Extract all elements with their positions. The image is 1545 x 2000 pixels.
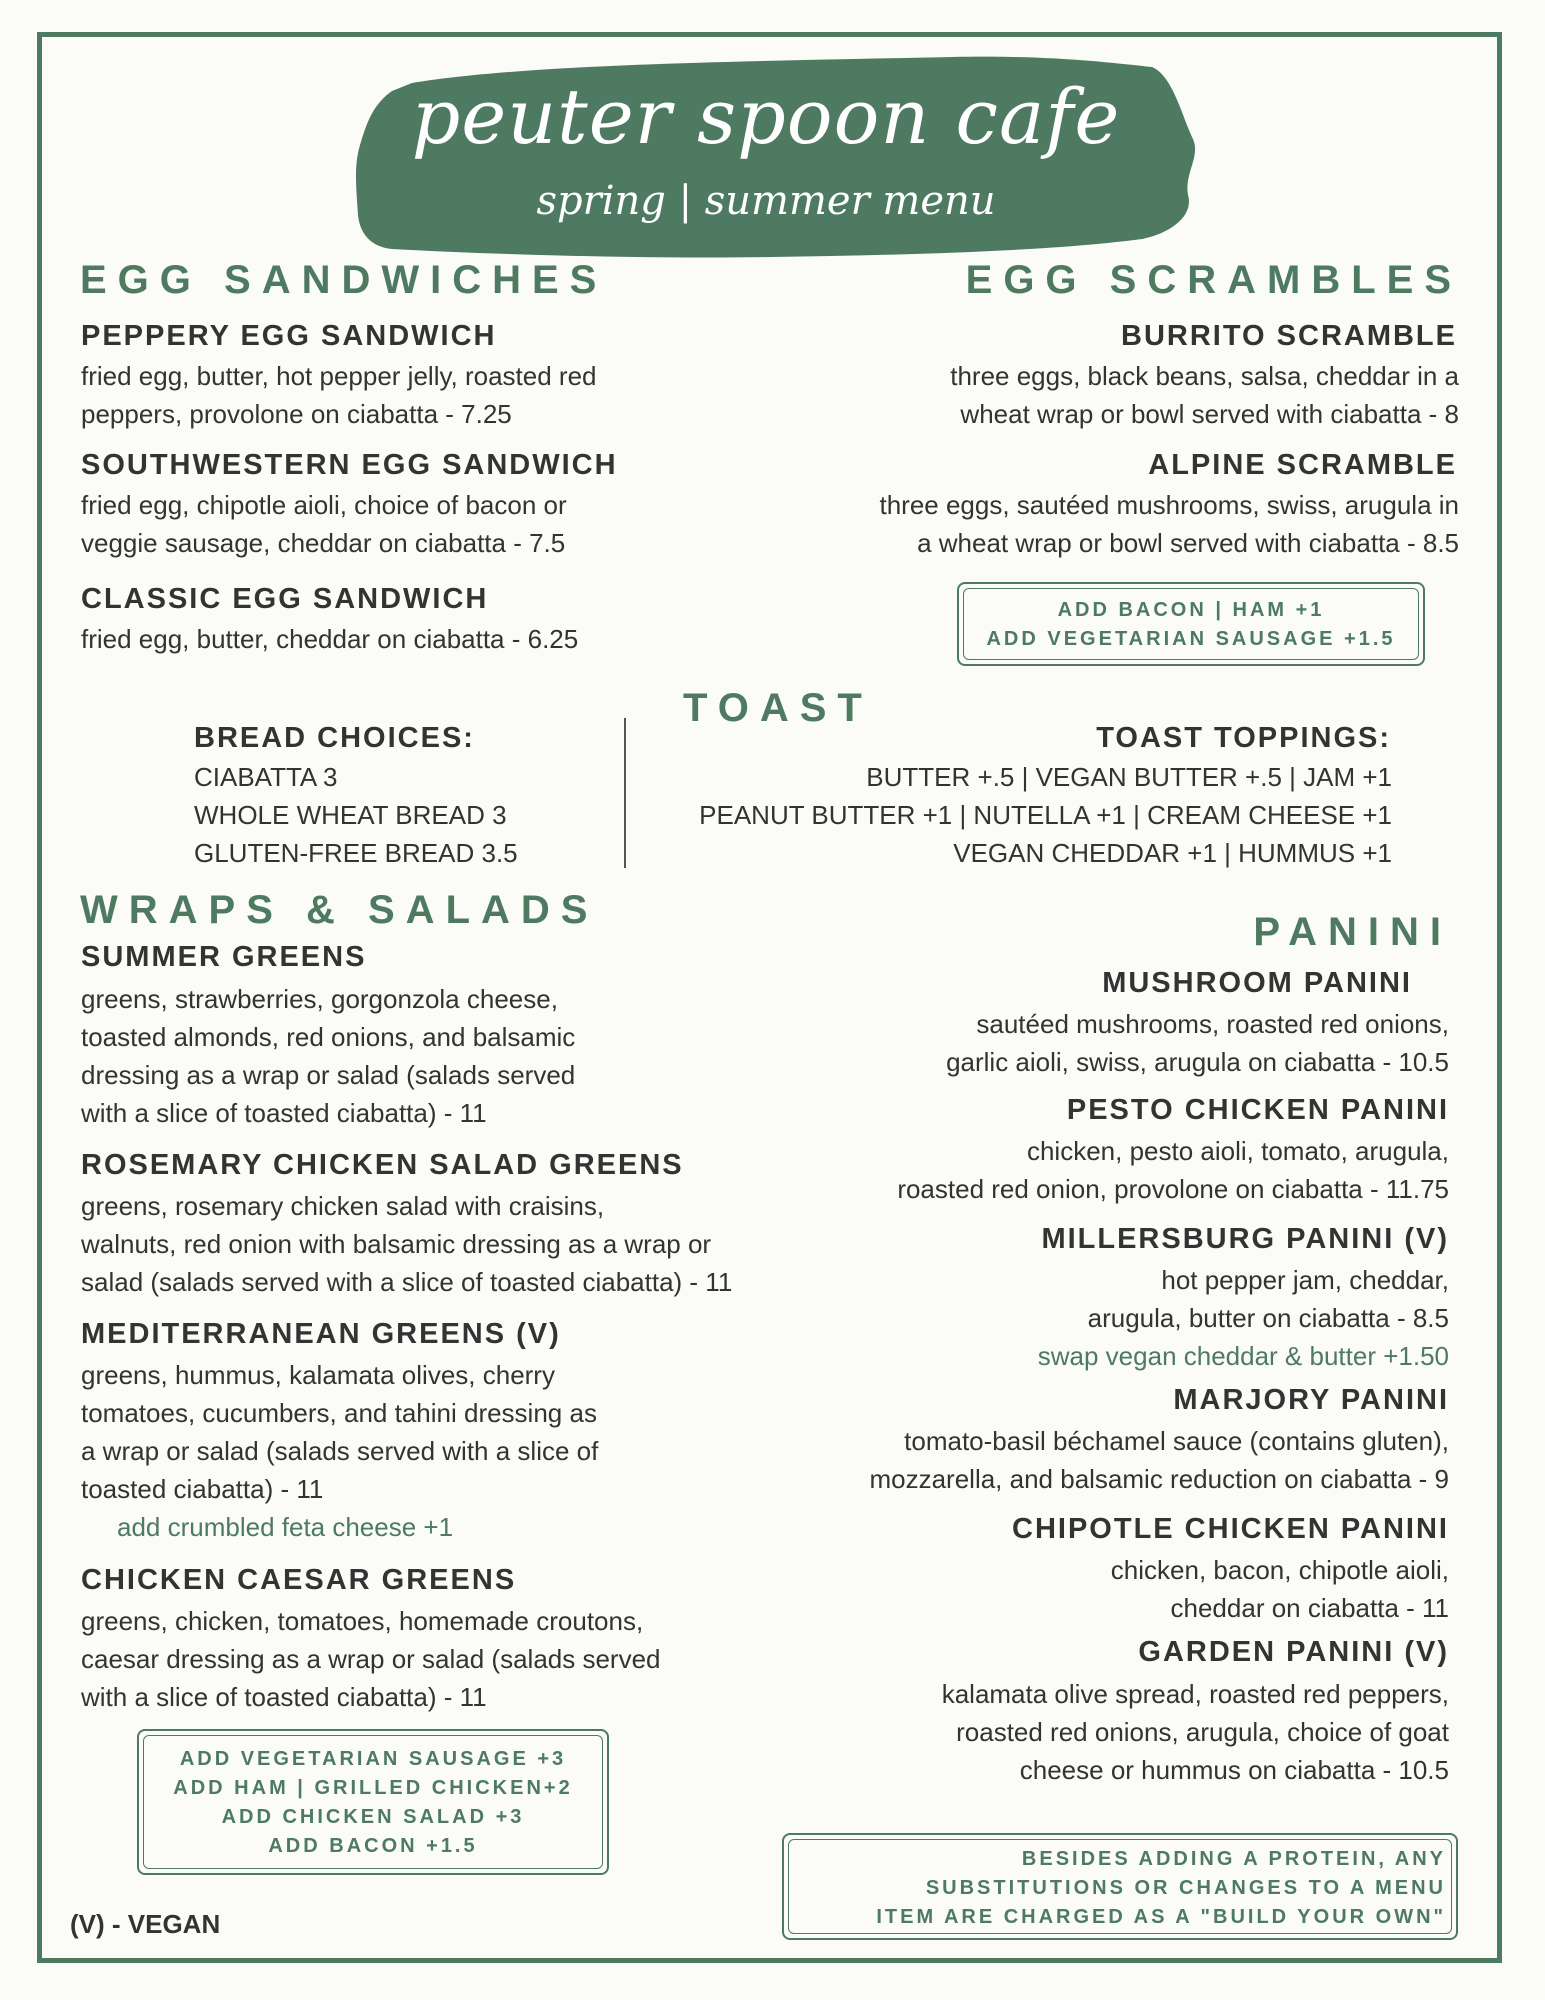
item-millersburg-panini: MILLERSBURG PANINI (V) <box>1041 1223 1449 1255</box>
toast-toppings-title: TOAST TOPPINGS: <box>1096 722 1391 754</box>
item-description: fried egg, butter, hot pepper jelly, roasted red peppers, provolone on ciabatta - 7.25 <box>81 361 597 429</box>
item-description: kalamata olive spread, roasted red peppers, roasted red onions, arugula, choice of goat cheese or hummus on ciabatta - 10.5 <box>941 1679 1449 1785</box>
addon-line: ADD CHICKEN SALAD +3 <box>221 1806 525 1828</box>
bread-item: GLUTEN-FREE BREAD 3.5 <box>194 838 518 868</box>
addon-line: ADD VEGETARIAN SAUSAGE +1.5 <box>986 628 1396 650</box>
heading-panini: PANINI <box>1253 910 1452 954</box>
item-marjory-panini: MARJORY PANINI <box>1173 1384 1449 1416</box>
item-burrito-scramble: BURRITO SCRAMBLE <box>1121 320 1457 352</box>
item-summer-greens: SUMMER GREENS <box>81 941 367 973</box>
item-description: fried egg, chipotle aioli, choice of bacon or veggie sausage, cheddar on ciabatta - 7.5 <box>81 490 567 558</box>
item-description: fried egg, butter, cheddar on ciabatta - 6.25 <box>81 624 579 654</box>
toast-divider <box>624 718 626 868</box>
toppings-list <box>699 758 1392 872</box>
notice-line: BESIDES ADDING A PROTEIN, ANY <box>1021 1848 1446 1870</box>
heading-egg-sandwiches: EGG SANDWICHES <box>80 258 608 302</box>
bread-item: WHOLE WHEAT BREAD 3 <box>194 800 507 830</box>
topping-item: PEANUT BUTTER +1 | NUTELLA +1 | CREAM CHEESE +1 <box>699 800 1392 830</box>
addon-line: ADD BACON +1.5 <box>268 1835 478 1857</box>
addon-line: ADD HAM | GRILLED CHICKEN+2 <box>173 1777 573 1799</box>
cafe-title: peuter spoon cafe <box>411 72 1121 161</box>
item-description: chicken, bacon, chipotle aioli, cheddar on ciabatta - 11 <box>1110 1555 1449 1623</box>
item-description: sautéed mushrooms, roasted red onions, garlic aioli, swiss, arugula on ciabatta - 10.5 <box>946 1009 1449 1077</box>
item-chicken-caesar-greens: CHICKEN CAESAR GREENS <box>81 1564 517 1596</box>
heading-toast: TOAST <box>683 686 873 730</box>
item-alpine-scramble: ALPINE SCRAMBLE <box>1148 449 1457 481</box>
item-description: greens, strawberries, gorgonzola cheese, toasted almonds, red onions, and balsamic dressing as a wrap or salad (salads served with a slice of toasted ciabatta) - 11 <box>81 984 576 1128</box>
topping-item: BUTTER +.5 | VEGAN BUTTER +.5 | JAM +1 <box>866 762 1392 792</box>
heading-egg-scrambles: EGG SCRAMBLES <box>965 258 1462 302</box>
item-garden-panini: GARDEN PANINI (V) <box>1138 1636 1449 1668</box>
item-southwestern-egg-sandwich: SOUTHWESTERN EGG SANDWICH <box>81 449 618 481</box>
item-pesto-chicken-panini: PESTO CHICKEN PANINI <box>1066 1094 1449 1126</box>
vegan-swap-note: swap vegan cheddar & butter +1.50 <box>1037 1341 1449 1371</box>
bread-choices-title: BREAD CHOICES: <box>194 722 475 754</box>
item-rosemary-chicken-salad-greens: ROSEMARY CHICKEN SALAD GREENS <box>81 1149 684 1181</box>
item-description: tomato-basil béchamel sauce (contains gluten), mozzarella, and balsamic reduction on ciabatta - 9 <box>869 1426 1449 1494</box>
wraps-addons-box <box>137 1729 609 1875</box>
addon-line: ADD VEGETARIAN SAUSAGE +3 <box>179 1748 567 1770</box>
bread-list <box>194 758 518 872</box>
vegan-legend: (V) - VEGAN <box>70 1909 221 1939</box>
item-mediterranean-greens: MEDITERRANEAN GREENS (V) <box>81 1318 561 1350</box>
item-mushroom-panini: MUSHROOM PANINI <box>1102 967 1412 999</box>
heading-wraps-salads: WRAPS & SALADS <box>80 888 599 932</box>
item-peppery-egg-sandwich: PEPPERY EGG SANDWICH <box>81 320 497 352</box>
notice-line: SUBSTITUTIONS OR CHANGES TO A MENU <box>925 1877 1446 1899</box>
item-description: chicken, pesto aioli, tomato, arugula, roasted red onion, provolone on ciabatta - 11.75 <box>897 1136 1449 1204</box>
item-classic-egg-sandwich: CLASSIC EGG SANDWICH <box>81 583 489 615</box>
bread-item: CIABATTA 3 <box>194 762 338 792</box>
addon-line: ADD BACON | HAM +1 <box>1057 599 1325 621</box>
item-description: hot pepper jam, cheddar, arugula, butter on ciabatta - 8.5 <box>1087 1265 1449 1333</box>
item-description: greens, chicken, tomatoes, homemade croutons, caesar dressing as a wrap or salad (salads served with a slice of toasted ciabatta) - 11 <box>81 1606 661 1712</box>
menu-subtitle: spring | summer menu <box>536 178 996 224</box>
feta-addon-note: add crumbled feta cheese +1 <box>117 1512 454 1542</box>
item-description: greens, rosemary chicken salad with craisins, walnuts, red onion with balsamic dressing as a wrap or salad (salads served with a slice of toasted ciabatta) - 11 <box>81 1191 733 1297</box>
item-description: three eggs, sautéed mushrooms, swiss, arugula in a wheat wrap or bowl served with ciabatta - 8.5 <box>879 490 1459 558</box>
scramble-addons-box <box>957 582 1425 666</box>
substitution-notice-box <box>782 1833 1458 1940</box>
notice-line: ITEM ARE CHARGED AS A "BUILD YOUR OWN" <box>876 1906 1446 1928</box>
item-description: three eggs, black beans, salsa, cheddar in a wheat wrap or bowl served with ciabatta - 8 <box>950 361 1459 429</box>
item-description: greens, hummus, kalamata olives, cherry tomatoes, cucumbers, and tahini dressing as a wrap or salad (salads served with a slice of toasted ciabatta) - 11 <box>81 1360 599 1504</box>
item-chipotle-chicken-panini: CHIPOTLE CHICKEN PANINI <box>1012 1513 1449 1545</box>
topping-item: VEGAN CHEDDAR +1 | HUMMUS +1 <box>953 838 1392 868</box>
